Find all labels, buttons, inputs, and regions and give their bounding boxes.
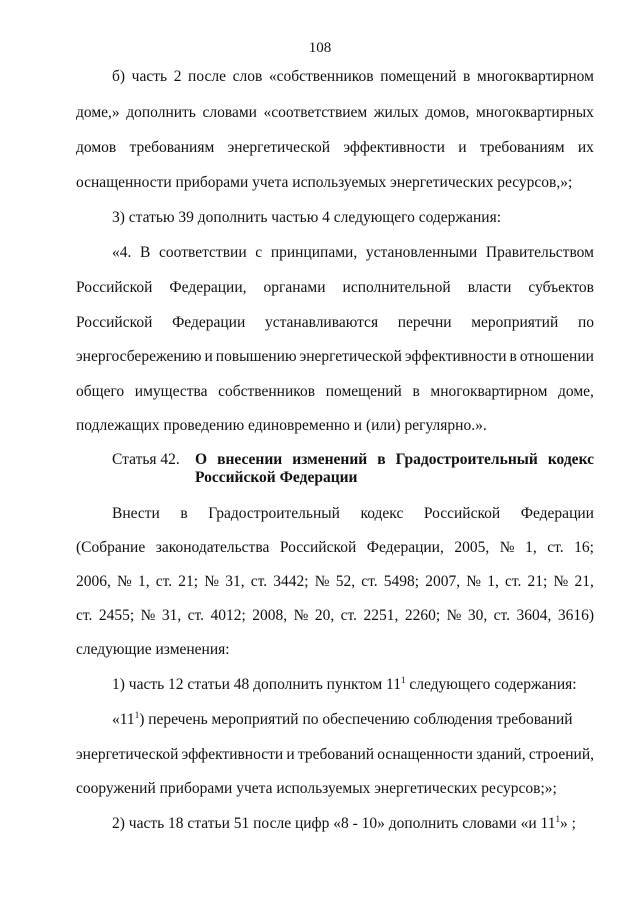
word: 31,	[161, 607, 182, 624]
word: доме,	[558, 383, 594, 400]
word: в	[377, 451, 386, 468]
word: строений,	[528, 746, 594, 763]
word: Федерации,	[169, 279, 247, 296]
word: Российской	[423, 505, 501, 522]
word: помещений	[325, 383, 402, 400]
text-line: 3) статью 39 дополнить частью 4 следующего содержания:	[112, 209, 502, 226]
word: 20,	[314, 607, 335, 624]
word: требований	[297, 746, 375, 763]
text-line	[76, 103, 594, 123]
word: в	[412, 383, 420, 400]
word: Российской	[76, 314, 153, 331]
word: 2251,	[363, 607, 399, 624]
word: словами	[202, 104, 257, 121]
word: требованиям	[479, 139, 565, 156]
word: их	[577, 139, 594, 156]
word: 1,	[137, 573, 150, 590]
article-label: Статья 42.	[112, 451, 180, 468]
word: №	[117, 573, 132, 590]
word: Российской	[76, 279, 153, 296]
word: помещений	[380, 68, 457, 85]
text-line	[76, 382, 594, 402]
word: законодательства	[155, 539, 270, 556]
word: ст.	[76, 607, 93, 624]
word: 16;	[574, 539, 594, 556]
word: «соответствием	[263, 104, 368, 121]
article-title	[195, 450, 594, 470]
word: ст.	[361, 573, 378, 590]
word: Федерации	[520, 505, 594, 522]
word: власти	[467, 279, 512, 296]
text-line	[76, 572, 594, 592]
word: субъектов	[528, 279, 594, 296]
word: исполнительной	[342, 279, 451, 296]
word: №	[466, 573, 482, 590]
text-line: следующие изменения:	[76, 641, 230, 658]
text-line	[76, 313, 594, 333]
word: Федерации,	[366, 539, 444, 556]
word: б)	[112, 68, 126, 85]
word: энергетической	[76, 746, 179, 763]
word: домов	[76, 139, 117, 156]
word: 2008,	[252, 607, 288, 624]
word: 2006,	[76, 573, 111, 590]
word: Федерации	[172, 314, 246, 331]
page-number: 108	[308, 40, 332, 56]
word: энергосбережению	[76, 348, 202, 365]
word: часть	[131, 68, 168, 85]
word: 21,	[574, 573, 594, 590]
word: слов	[232, 68, 263, 85]
word: 2260;	[404, 607, 441, 624]
word: (Собрание	[76, 539, 146, 556]
word: многоквартирном	[430, 383, 548, 400]
word: в	[180, 505, 188, 522]
word: О	[195, 451, 208, 468]
word: Градостроительный	[208, 505, 340, 522]
word: и	[458, 139, 467, 156]
text-line: «$11^1$) перечень мероприятий по обеспечению соблюдения требований	[112, 709, 573, 728]
word: 3604,	[516, 607, 552, 624]
word: органами	[263, 279, 326, 296]
word: 2005,	[454, 539, 490, 556]
word: с	[255, 244, 263, 261]
word: №	[204, 573, 220, 590]
text-line	[76, 347, 594, 367]
word: Российской	[279, 539, 357, 556]
text-line: 1) часть 12 статьи 48 дополнить пунктом $11^1$ следующего содержания:	[112, 674, 577, 693]
word: установленными	[365, 244, 478, 261]
word: по	[577, 314, 594, 331]
word: 1,	[525, 539, 537, 556]
word: имущества	[134, 383, 208, 400]
word: «собственников	[268, 68, 374, 85]
word: эффективности	[404, 348, 507, 365]
text-line	[76, 606, 594, 626]
text-line: 2) часть 18 статьи 51 после цифр «8 - 10» дополнить словами «и $11^1$» ;	[112, 813, 576, 832]
word: 5498;	[383, 573, 420, 590]
text-line	[76, 538, 594, 558]
word: №	[314, 573, 330, 590]
word: В	[140, 244, 151, 261]
word: Градостроительный	[395, 451, 538, 468]
text-line	[76, 278, 594, 298]
word: №	[293, 607, 309, 624]
word: 21;	[527, 573, 548, 590]
word: и	[286, 746, 295, 763]
word: 1,	[487, 573, 499, 590]
word: ст.	[493, 607, 511, 624]
word: устанавливаются	[264, 314, 379, 331]
word: собственников	[218, 383, 316, 400]
word: домов,	[425, 104, 470, 121]
word: энергетической	[227, 139, 331, 156]
word: дополнить	[126, 104, 196, 121]
word: эффективности	[343, 139, 445, 156]
word: после	[188, 68, 226, 85]
word: в	[509, 348, 517, 365]
text-line: подлежащих проведению единовременно и (или) регулярно.».	[76, 417, 487, 434]
word: перечни	[397, 314, 452, 331]
word: №	[499, 539, 515, 556]
word: общего	[76, 383, 125, 400]
word: ст.	[547, 539, 564, 556]
text-line	[76, 745, 594, 765]
word: зданий,	[476, 746, 526, 763]
word: 2	[173, 68, 182, 85]
article-title: Российской Федерации	[195, 469, 358, 486]
word: принципами,	[270, 244, 358, 261]
word: 30,	[467, 607, 488, 624]
word: кодекс	[547, 451, 594, 468]
text-line: сооружений приборами учета используемых энергетических ресурсов;»;	[76, 780, 557, 797]
word: доме,»	[76, 104, 120, 121]
word: эффективности	[181, 746, 284, 763]
word: «4.	[112, 244, 132, 261]
word: 2007,	[425, 573, 461, 590]
word: жилых	[373, 104, 419, 121]
word: мероприятий	[471, 314, 559, 331]
word: кодекс	[360, 505, 404, 522]
word: Правительством	[485, 244, 594, 261]
word: соответствии	[159, 244, 247, 261]
word: 21;	[178, 573, 199, 590]
text-line	[76, 138, 594, 158]
word: 2455;	[98, 607, 135, 624]
word: и	[204, 348, 213, 365]
word: 3442;	[273, 573, 309, 590]
word: №	[553, 573, 569, 590]
word: оснащенности	[377, 746, 473, 763]
word: ст.	[340, 607, 358, 624]
word: в	[462, 68, 471, 85]
word: №	[140, 607, 156, 624]
word: ст.	[155, 573, 173, 590]
word: требованиям	[129, 139, 215, 156]
word: многоквартирном	[476, 68, 594, 85]
word: Внести	[112, 505, 160, 522]
word: многоквартирных	[475, 104, 594, 121]
text-line	[112, 504, 594, 524]
word: изменений	[292, 451, 368, 468]
word: ст.	[187, 607, 205, 624]
word: повышению	[215, 348, 297, 365]
word: внесении	[217, 451, 283, 468]
word: №	[446, 607, 462, 624]
word: ст.	[250, 573, 268, 590]
word: энергетической	[299, 348, 402, 365]
word: 31,	[225, 573, 245, 590]
word: 52,	[335, 573, 356, 590]
text-line	[112, 243, 594, 263]
text-line	[112, 67, 594, 87]
word: отношении	[519, 348, 594, 365]
word: 4012;	[210, 607, 246, 624]
word: ст.	[505, 573, 522, 590]
word: 3616)	[557, 607, 594, 624]
text-line: оснащенности приборами учета используемых энергетических ресурсов,»;	[76, 174, 573, 191]
